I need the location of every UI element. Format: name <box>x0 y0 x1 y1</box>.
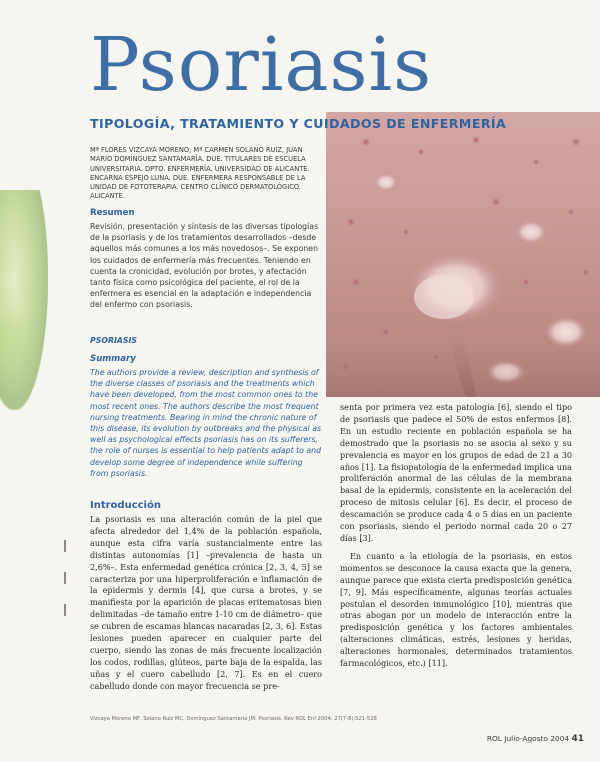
author-block <box>90 146 315 202</box>
summary-text: The authors provide a review, description and synthesis of the diverse classes of psoriasis and the treatments which have been developed, from the most common ones to the most recent ones. The authors describe the most frequent nursing treatments. Bearing in mind the chronic nature of this disease, its evolution by outbreaks and the physical as well as psychological effects psoriasis has on its sufferers, the role of nurses is essential to help patients adapt to and develop some degree of independence while suffering from psoriasis. <box>90 368 322 478</box>
journal-name: ROL Julio-Agosto 2004 <box>486 734 570 743</box>
authors-line: ENCARNA ESPEJO LUNA. DUE. ENFERMERA RESPONSABLE DE LA UNIDAD DE FOTOTERAPIA. CENTRO CLÍNICO DERMATOLÓGICO. ALICANTE. <box>90 173 306 201</box>
psoriasis-skin-photo <box>326 112 600 397</box>
margin-mark <box>64 604 66 616</box>
article-title: Psoriasis <box>90 22 433 108</box>
article-subtitle: TIPOLOGÍA, TRATAMIENTO Y CUIDADOS DE ENFERMERÍA <box>90 116 507 131</box>
intro-heading: Introducción <box>90 500 161 511</box>
skin-lesions-illustration <box>326 112 600 397</box>
citation-footer: Vizcaya Moreno MF, Solano Ruiz MC, Domínguez Santamaría JM. Psoriasis. Rev ROL Enf 2004; 27(7-8):521-528 <box>90 716 377 722</box>
page-number: 41 <box>571 734 584 744</box>
resumen-text: Revisión, presentación y síntesis de las diversas tipologías de la psoriasis y de los tratamientos desarrollados –desde aquellos más comunes a los más novedosos–. Se exponen los cuidados de enfermería más frecuentes. Teniendo en cuenta la cronicidad, evolución por brotes, y afectación tanto física como psicológica del paciente, el rol de la enfermera es esencial en la adaptación e independencia del enfermo con psoriasis. <box>90 222 319 310</box>
summary-heading: Summary <box>90 354 136 364</box>
body-paragraph: En cuanto a la etiología de la psoriasis, en estos momentos se desconoce la causa exacta que la genera, aunque parece que exista cierta predisposición genética [7, 9]. Más específicamente, algunas teorías actuales postulan el desorden inmunológico [10], mientras que otras abogan por un modelo de interacción entre la predisposición genética y los factores ambientales (alteraciones climáticas, estrés, lesiones y heridas, alteraciones hormonales, determinados tratamientos farmacológicos, etc.) [11]. <box>340 550 573 669</box>
resumen-heading: Resumen <box>90 208 135 218</box>
keyword: PSORIASIS <box>90 336 138 345</box>
page-footer <box>487 734 584 744</box>
authors-line: Mª FLORES VIZCAYA MORENO, Mª CARMEN SOLANO RUIZ, JUAN MARIO DOMÍNGUEZ SANTAMARÍA. DUE. TITULARES DE ESCUELA UNIVERSITARIA. DPTO. ENFERMERÍA. UNIVERSIDAD DE ALICANTE. <box>90 146 310 173</box>
leaf-decoration-small <box>0 305 30 375</box>
body-column-left <box>90 514 322 699</box>
leaf-decoration <box>0 190 48 410</box>
body-paragraph: senta por primera vez esta patología [6], siendo el tipo de psoriasis que padece el 50% de estos enfermos [8]. En un estudio reciente en población española se ha demostrado que la psoriasis no se asocia al sexo y su prevalencia es mayor en los grupos de edad de 21 a 30 años [1]. La fisiopatología de la enfermedad implica una proliferación anormal de las células de la membrana basal de la epidermis, consistente en la aceleración del proceso de mitosis celular [6]. Es decir, el proceso de descamación se produce cada 4 o 5 días en un paciente con psoriasis, siendo el periodo normal cada 20 o 27 días [3]. <box>340 402 572 543</box>
margin-mark <box>64 540 66 552</box>
body-column-right <box>340 402 572 676</box>
margin-mark <box>64 572 66 584</box>
margin-marks <box>62 540 68 650</box>
body-paragraph: La psoriasis es una alteración común de la piel que afecta alrededor del 1,4% de la población española, aunque esta cifra varía sustancialmente entre las distintas autonomías [1] –prevalencia de hasta un 2,6%–. Esta enfermedad genética crónica [2, 3, 4, 5] se caracteriza por una hiperproliferación e inflamación de la epidermis y dermis [4], que cursa a brotes, y se manifiesta por la aparición de placas eritematosas bien delimitadas –de tamaño entre 1-10 cm de diámetro– que se cubren de escamas blancas nacaradas [2, 3, 6]. Estas lesiones pueden aparecer en cualquier parte del cuerpo, siendo las zonas de más frecuente localización los codos, rodillas, glúteos, parte baja de la espalda, las uñas y el cuero cabelludo [2, 7]. Es en el cuero cabelludo donde con mayor frecuencia se pre- <box>90 514 322 691</box>
